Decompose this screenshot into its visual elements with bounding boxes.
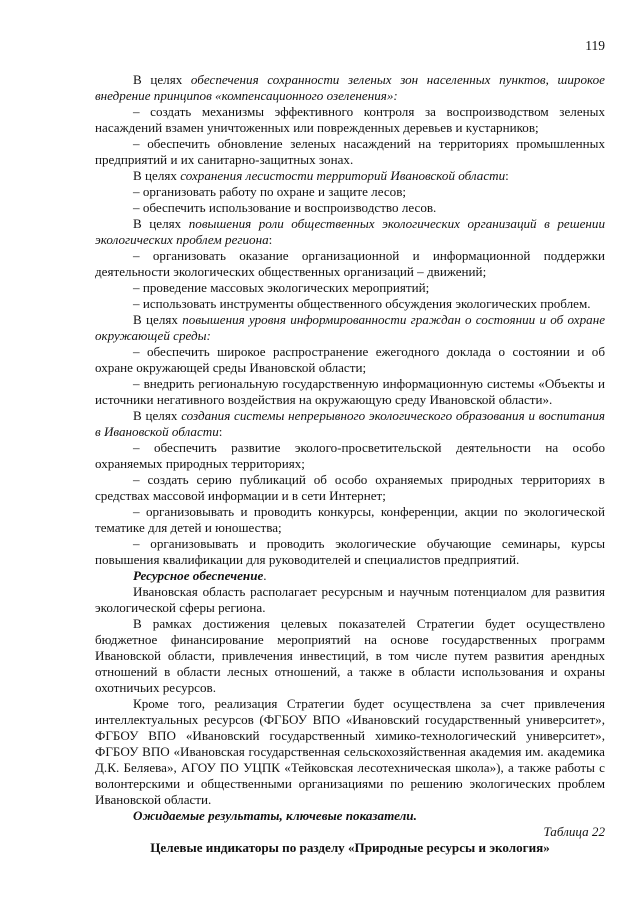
table-label: Таблица 22 <box>543 824 605 839</box>
table-title: Целевые индикаторы по разделу «Природные ресурсы и экология» <box>150 840 550 855</box>
document-body <box>95 72 605 856</box>
goal-paragraph-awareness: В целях повышения уровня информированности граждан о состоянии и об охране окружающей среды: <box>95 312 606 343</box>
list-item: – создать серию публикаций об особо охраняемых природных территориях в средствах массовой информации и в сети Интернет; <box>95 472 605 503</box>
list-item: – создать механизмы эффективного контроля за воспроизводством зеленых насаждений взамен уничтоженных или поврежденных деревьев и кустарников; <box>95 104 605 135</box>
goal-paragraph-forests: В целях сохранения лесистости территорий Ивановской области: <box>133 168 509 183</box>
list-item: – использовать инструменты общественного обсуждения экологических проблем. <box>133 296 591 311</box>
list-item: – обеспечить широкое распространение ежегодного доклада о состоянии и об охране окружающей среды Ивановской области; <box>95 344 605 375</box>
body-paragraph: Кроме того, реализация Стратегии будет осуществлена за счет привлечения интеллектуальных ресурсов (ФГБОУ ВПО «Ивановский государственный университет», ФГБОУ ВПО «Ивановский государственный химико-технологический университет», ФГБОУ ВПО «Ивановская государственная сельскохозяйственная академия им. академика Д.К. Беляева», АГОУ ПО УЦПК «Тейковская лесотехническая школа»), а также работы с волонтерскими и общественными организациями по решению экологических проблем Ивановской области. <box>95 696 605 807</box>
page-number: 119 <box>585 38 605 53</box>
section-heading-resources: Ресурсное обеспечение. <box>133 568 267 583</box>
body-paragraph: В рамках достижения целевых показателей Стратегии будет осуществлено бюджетное финансирование мероприятий на основе государственных программ Ивановской области, привлечения инвестиций, в том числе путем развития арендных отношений в области лесных отношений, а также в области использования и охраны охотничьих ресурсов. <box>95 616 605 695</box>
list-item: – обеспечить обновление зеленых насаждений на территориях промышленных предприятий и их санитарно-защитных зонах. <box>95 136 605 167</box>
list-item: – обеспечить развитие эколого-просветительской деятельности на особо охраняемых природных территориях; <box>95 440 605 471</box>
goal-paragraph-organizations: В целях повышения роли общественных экологических организаций в решении экологических проблем региона: <box>95 216 605 247</box>
list-item: – организовать работу по охране и защите лесов; <box>133 184 407 199</box>
goal-paragraph-education: В целях создания системы непрерывного экологического образования и воспитания в Ивановской области: <box>95 408 606 439</box>
list-item: – внедрить региональную государственную информационную системы «Объекты и источники негативного воздействия на окружающую среду Ивановской области». <box>95 376 605 407</box>
list-item: – обеспечить использование и воспроизводство лесов. <box>133 200 437 215</box>
list-item: – организовывать и проводить экологические обучающие семинары, курсы повышения квалификации для руководителей и специалистов предприятий. <box>95 536 605 567</box>
list-item: – организовывать и проводить конкурсы, конференции, акции по экологической тематике для детей и юношества; <box>95 504 605 535</box>
list-item: – организовать оказание организационной и информационной поддержки деятельности экологических общественных организаций – движений; <box>95 248 605 279</box>
section-heading-results: Ожидаемые результаты, ключевые показатели. <box>133 808 417 823</box>
list-item: – проведение массовых экологических мероприятий; <box>133 280 430 295</box>
body-paragraph: Ивановская область располагает ресурсным и научным потенциалом для развития экологической сферы региона. <box>95 584 605 615</box>
goal-paragraph-green-zones: В целях обеспечения сохранности зеленых зон населенных пунктов, широкое внедрение принципов «компенсационного озеленения»: <box>95 72 605 103</box>
